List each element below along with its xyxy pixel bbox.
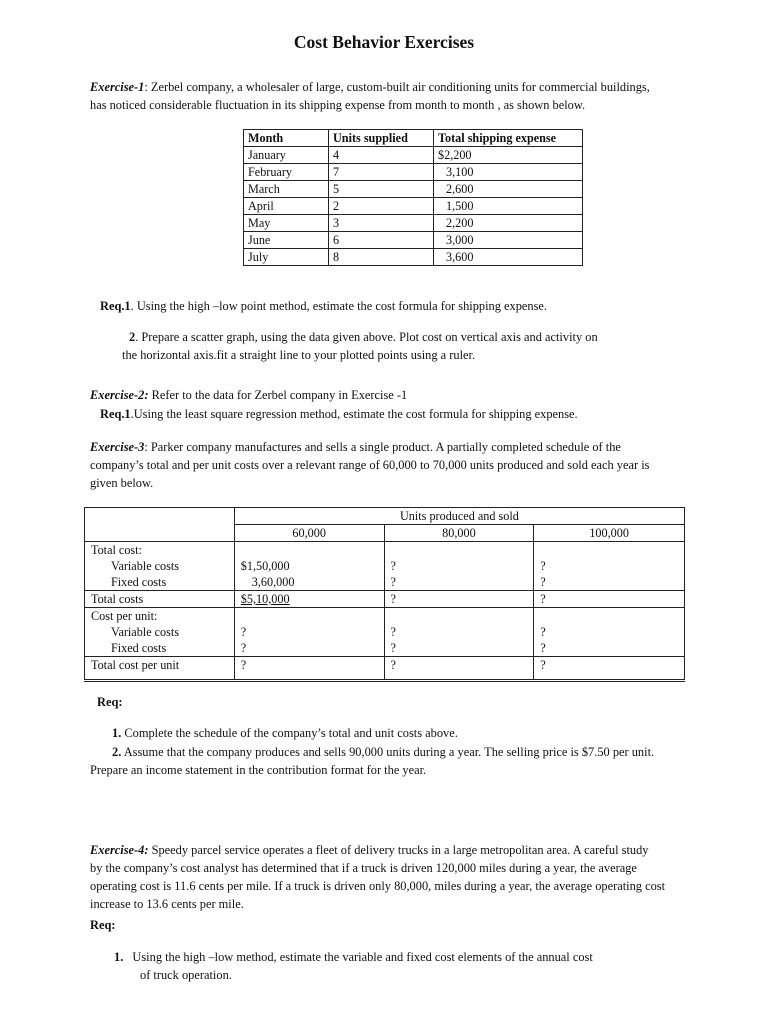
req-2-label: 2 — [129, 330, 136, 344]
cell-value: ? — [384, 624, 534, 640]
exercise-3-req-2 — [90, 743, 750, 779]
req-1-line2: of truck operation. — [140, 968, 232, 982]
exercise-1-req-2 — [122, 328, 742, 364]
exercise-4-label: Exercise-4: — [90, 843, 149, 857]
cell-expense: $2,200 — [434, 147, 583, 164]
cell-value: ? — [234, 640, 384, 657]
table-row — [244, 249, 583, 266]
cell-expense: 1,500 — [434, 198, 583, 215]
req-1-label: Req.1 — [100, 299, 131, 313]
cell-value: ? — [384, 591, 534, 608]
req-1-text: . Using the high –low point method, estimate the cost formula for shipping expense. — [130, 299, 548, 313]
empty-cell — [534, 608, 685, 625]
cell-expense: 3,100 — [434, 164, 583, 181]
req-2-line2: Prepare an income statement in the contribution format for the year. — [90, 763, 427, 777]
row-label: Total cost per unit — [85, 657, 235, 674]
cell-value: ? — [534, 624, 685, 640]
req-2-line1: . Prepare a scatter graph, using the data given above. Plot cost on vertical axis and activity on — [135, 330, 598, 344]
cell-value: ? — [384, 657, 534, 674]
table-row — [85, 624, 685, 640]
cell-units: 3 — [329, 215, 434, 232]
exercise-1-text-line1: : Zerbel company, a wholesaler of large, custom-built air conditioning units for commercial buildings, — [144, 80, 650, 94]
req-1-number: 1. — [112, 726, 122, 740]
table-row — [85, 591, 685, 608]
cell-units: 4 — [329, 147, 434, 164]
cell-units: 6 — [329, 232, 434, 249]
empty-cell — [234, 608, 384, 625]
empty-cell — [85, 508, 235, 525]
cell-expense: 3,000 — [434, 232, 583, 249]
empty-cell — [85, 673, 235, 681]
cell-value: $1,50,000 — [234, 558, 384, 574]
cell-value: ? — [534, 657, 685, 674]
cell-month: July — [244, 249, 329, 266]
table-row — [244, 232, 583, 249]
cell-units: 8 — [329, 249, 434, 266]
table-row — [244, 181, 583, 198]
cost-schedule-table — [84, 507, 685, 682]
table-row — [244, 164, 583, 181]
table-row — [244, 147, 583, 164]
cell-value: ? — [384, 558, 534, 574]
row-label: Fixed costs — [85, 574, 235, 591]
empty-cell — [534, 542, 685, 559]
cell-month: May — [244, 215, 329, 232]
exercise-4-intro — [90, 841, 740, 913]
table-row — [85, 608, 685, 625]
empty-cell — [85, 525, 235, 542]
exercise-2-intro — [90, 386, 730, 404]
cell-month: June — [244, 232, 329, 249]
table-row — [85, 657, 685, 674]
exercise-4-req-1 — [114, 948, 734, 984]
cell-expense: 2,200 — [434, 215, 583, 232]
exercise-4-line2: by the company’s cost analyst has determined that if a truck is driven 120,000 miles during a year, the average — [90, 861, 637, 875]
cell-units: 7 — [329, 164, 434, 181]
cell-expense: 2,600 — [434, 181, 583, 198]
total-costs-value: $5,10,000 — [240, 592, 290, 606]
cell-value: 3,60,000 — [234, 574, 384, 591]
column-header: 60,000 — [234, 525, 384, 542]
req-2-line1: Assume that the company produces and sells 90,000 units during a year. The selling price is $7.50 per unit. — [121, 745, 655, 759]
table-row — [85, 558, 685, 574]
cell-value: ? — [534, 640, 685, 657]
cell-value: ? — [534, 558, 685, 574]
shipping-expense-table — [243, 129, 583, 266]
exercise-3-line2: company’s total and per unit costs over a relevant range of 60,000 to 70,000 units produced and sold each year is — [90, 458, 650, 472]
row-label: Variable costs — [85, 558, 235, 574]
req-2-line2: the horizontal axis.fit a straight line to your plotted points using a ruler. — [122, 348, 476, 362]
table-header-row — [244, 130, 583, 147]
cell-value: ? — [384, 640, 534, 657]
cell-value: ? — [234, 657, 384, 674]
row-label: Total costs — [85, 591, 235, 608]
column-header: 80,000 — [384, 525, 534, 542]
cell-units: 5 — [329, 181, 434, 198]
exercise-3-line1: : Parker company manufactures and sells a single product. A partially completed schedule of the — [144, 440, 621, 454]
table-row — [85, 640, 685, 657]
exercise-4-req-label: Req: — [90, 918, 116, 932]
header-units-supplied: Units supplied — [329, 130, 434, 147]
exercise-4-line1: Speedy parcel service operates a fleet of delivery trucks in a large metropolitan area. A careful study — [148, 843, 649, 857]
exercise-1-label: Exercise-1 — [90, 80, 145, 94]
cell-units: 2 — [329, 198, 434, 215]
req-1-line1: Using the high –low method, estimate the variable and fixed cost elements of the annual cost — [132, 950, 593, 964]
header-month: Month — [244, 130, 329, 147]
cell-value: ? — [534, 591, 685, 608]
empty-cell — [384, 542, 534, 559]
req-2-number: 2. — [112, 745, 122, 759]
table-row — [85, 574, 685, 591]
cell-value — [234, 591, 384, 608]
exercise-1-intro — [90, 78, 730, 114]
group-header: Units produced and sold — [234, 508, 684, 525]
table-row — [244, 215, 583, 232]
table-row — [244, 198, 583, 215]
cell-month: March — [244, 181, 329, 198]
header-total-shipping-expense: Total shipping expense — [434, 130, 583, 147]
exercise-2-label: Exercise-2: — [90, 388, 149, 402]
row-label: Variable costs — [85, 624, 235, 640]
exercise-1-req-1 — [100, 297, 740, 315]
exercise-1-text-line2: has noticed considerable fluctuation in its shipping expense from month to month , as shown below. — [90, 98, 586, 112]
cell-expense: 3,600 — [434, 249, 583, 266]
cell-value: ? — [534, 574, 685, 591]
page-title: Cost Behavior Exercises — [293, 32, 475, 52]
cell-value: ? — [234, 624, 384, 640]
row-label: Cost per unit: — [85, 608, 235, 625]
exercise-4-line3: operating cost is 11.6 cents per mile. If a truck is driven only 80,000, miles during a year, the average operating cost — [90, 879, 666, 893]
exercise-2-req-1 — [100, 405, 740, 423]
exercise-3-intro — [90, 438, 730, 492]
exercise-4-line4: increase to 13.6 cents per mile. — [90, 897, 244, 911]
req-1-label: Req.1 — [100, 407, 131, 421]
empty-cell — [234, 542, 384, 559]
req-1-number: 1. — [114, 950, 124, 964]
empty-cell — [534, 673, 685, 681]
row-label: Fixed costs — [85, 640, 235, 657]
empty-cell — [384, 608, 534, 625]
exercise-3-label: Exercise-3 — [90, 440, 145, 454]
row-label: Total cost: — [85, 542, 235, 559]
exercise-3-line3: given below. — [90, 476, 154, 490]
req-1-text: .Using the least square regression method, estimate the cost formula for shipping expense. — [130, 407, 578, 421]
cell-month: February — [244, 164, 329, 181]
exercise-2-text: Refer to the data for Zerbel company in Exercise -1 — [148, 388, 408, 402]
req-1-text: Complete the schedule of the company’s total and unit costs above. — [121, 726, 458, 740]
exercise-3-req-1 — [112, 724, 742, 742]
exercise-3-req-label: Req: — [97, 695, 123, 709]
empty-cell — [384, 673, 534, 681]
table-row — [85, 542, 685, 559]
cell-value: ? — [384, 574, 534, 591]
cell-month: April — [244, 198, 329, 215]
column-header: 100,000 — [534, 525, 685, 542]
cell-month: January — [244, 147, 329, 164]
empty-cell — [234, 673, 384, 681]
